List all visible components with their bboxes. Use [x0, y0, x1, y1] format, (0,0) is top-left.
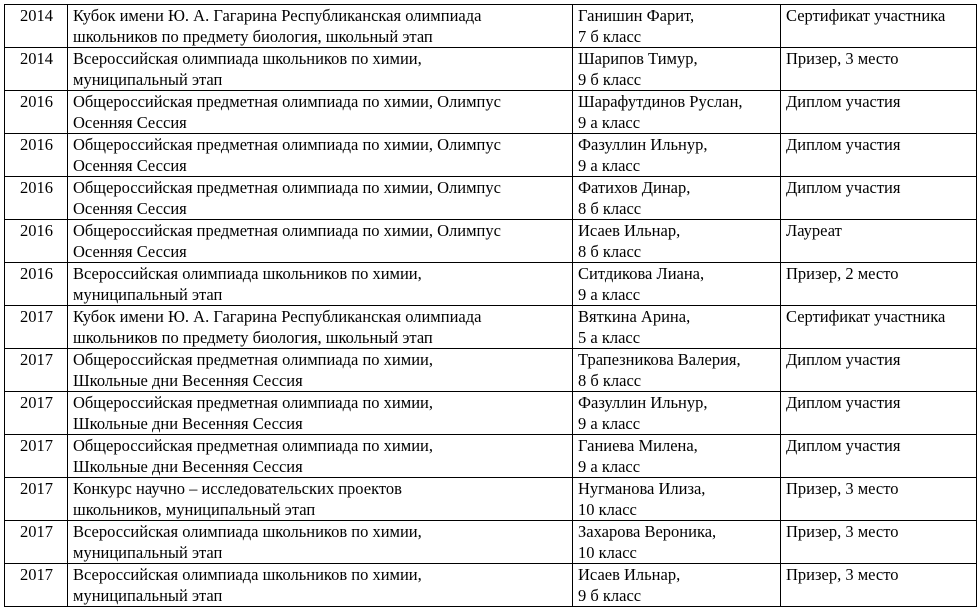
- table-row: [5, 177, 977, 220]
- event-cell: Общероссийская предметная олимпиада по химии, Школьные дни Весенняя Сессия: [68, 435, 573, 478]
- table-row: [5, 306, 977, 349]
- year-cell: 2016: [5, 134, 68, 177]
- event-cell: Общероссийская предметная олимпиада по химии, Школьные дни Весенняя Сессия: [68, 349, 573, 392]
- table-row: [5, 478, 977, 521]
- result-cell: Призер, 3 место: [781, 564, 977, 607]
- year-cell: 2014: [5, 5, 68, 48]
- result-cell: Диплом участия: [781, 392, 977, 435]
- table-row: [5, 220, 977, 263]
- student-cell: Вяткина Арина, 5 а класс: [573, 306, 781, 349]
- table-row: [5, 521, 977, 564]
- year-cell: 2017: [5, 392, 68, 435]
- student-cell: Фатихов Динар, 8 б класс: [573, 177, 781, 220]
- result-cell: Диплом участия: [781, 349, 977, 392]
- student-cell: Фазуллин Ильнур, 9 а класс: [573, 134, 781, 177]
- student-cell: Фазуллин Ильнур, 9 а класс: [573, 392, 781, 435]
- result-cell: Диплом участия: [781, 177, 977, 220]
- student-cell: Ситдикова Лиана, 9 а класс: [573, 263, 781, 306]
- year-cell: 2017: [5, 349, 68, 392]
- table-row: [5, 564, 977, 607]
- event-cell: Конкурс научно – исследовательских проектов школьников, муниципальный этап: [68, 478, 573, 521]
- result-cell: Призер, 3 место: [781, 478, 977, 521]
- result-cell: Диплом участия: [781, 91, 977, 134]
- event-cell: Общероссийская предметная олимпиада по химии, Олимпус Осенняя Сессия: [68, 91, 573, 134]
- result-cell: Диплом участия: [781, 134, 977, 177]
- table-row: [5, 435, 977, 478]
- year-cell: 2017: [5, 306, 68, 349]
- year-cell: 2017: [5, 478, 68, 521]
- student-cell: Трапезникова Валерия, 8 б класс: [573, 349, 781, 392]
- result-cell: Диплом участия: [781, 435, 977, 478]
- year-cell: 2017: [5, 435, 68, 478]
- student-cell: Ганиева Милена, 9 а класс: [573, 435, 781, 478]
- result-cell: Призер, 2 место: [781, 263, 977, 306]
- results-table-body: [5, 5, 977, 607]
- result-cell: Лауреат: [781, 220, 977, 263]
- table-row: [5, 263, 977, 306]
- table-row: [5, 5, 977, 48]
- event-cell: Общероссийская предметная олимпиада по химии, Олимпус Осенняя Сессия: [68, 220, 573, 263]
- student-cell: Захарова Вероника, 10 класс: [573, 521, 781, 564]
- result-cell: Призер, 3 место: [781, 48, 977, 91]
- event-cell: Кубок имени Ю. А. Гагарина Республиканская олимпиада школьников по предмету биология, школьный этап: [68, 5, 573, 48]
- result-cell: Сертификат участника: [781, 5, 977, 48]
- event-cell: Общероссийская предметная олимпиада по химии, Олимпус Осенняя Сессия: [68, 134, 573, 177]
- table-row: [5, 134, 977, 177]
- student-cell: Исаев Ильнар, 9 б класс: [573, 564, 781, 607]
- table-row: [5, 91, 977, 134]
- table-row: [5, 48, 977, 91]
- table-row: [5, 392, 977, 435]
- student-cell: Нугманова Илиза, 10 класс: [573, 478, 781, 521]
- event-cell: Всероссийская олимпиада школьников по химии, муниципальный этап: [68, 521, 573, 564]
- result-cell: Призер, 3 место: [781, 521, 977, 564]
- event-cell: Кубок имени Ю. А. Гагарина Республиканская олимпиада школьников по предмету биология, школьный этап: [68, 306, 573, 349]
- year-cell: 2016: [5, 177, 68, 220]
- year-cell: 2016: [5, 91, 68, 134]
- results-table: [4, 4, 977, 607]
- student-cell: Шарафутдинов Руслан, 9 а класс: [573, 91, 781, 134]
- year-cell: 2016: [5, 220, 68, 263]
- event-cell: Всероссийская олимпиада школьников по химии, муниципальный этап: [68, 263, 573, 306]
- student-cell: Исаев Ильнар, 8 б класс: [573, 220, 781, 263]
- table-row: [5, 349, 977, 392]
- year-cell: 2017: [5, 521, 68, 564]
- year-cell: 2017: [5, 564, 68, 607]
- event-cell: Общероссийская предметная олимпиада по химии, Олимпус Осенняя Сессия: [68, 177, 573, 220]
- year-cell: 2016: [5, 263, 68, 306]
- result-cell: Сертификат участника: [781, 306, 977, 349]
- student-cell: Шарипов Тимур, 9 б класс: [573, 48, 781, 91]
- student-cell: Ганишин Фарит, 7 б класс: [573, 5, 781, 48]
- year-cell: 2014: [5, 48, 68, 91]
- event-cell: Общероссийская предметная олимпиада по химии, Школьные дни Весенняя Сессия: [68, 392, 573, 435]
- event-cell: Всероссийская олимпиада школьников по химии, муниципальный этап: [68, 48, 573, 91]
- event-cell: Всероссийская олимпиада школьников по химии, муниципальный этап: [68, 564, 573, 607]
